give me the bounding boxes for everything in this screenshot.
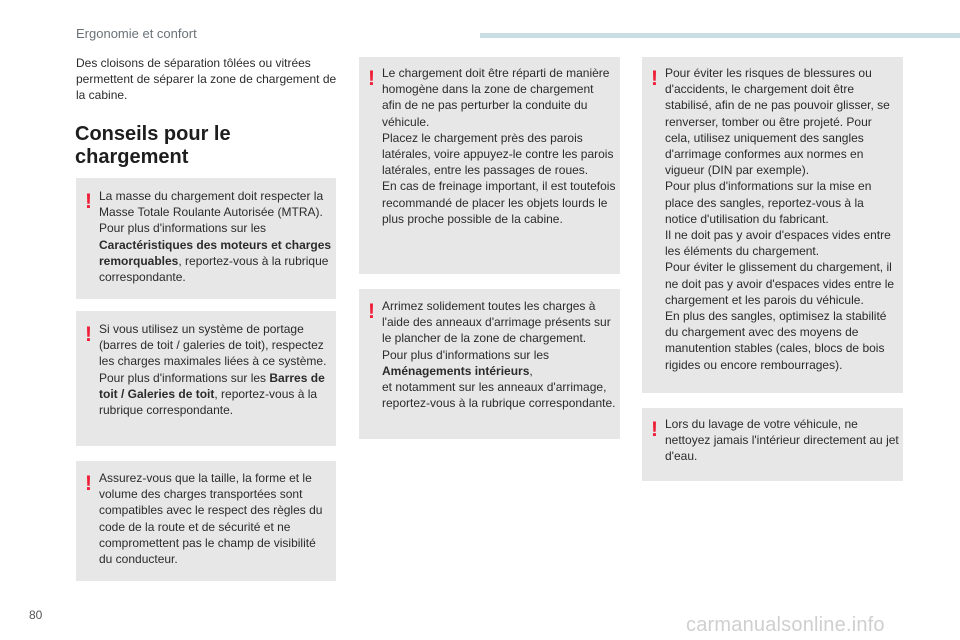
warning-text: Placez le chargement près des parois latérales, voire appuyez-le contre les parois latérales, entre les passages de roues. — [382, 130, 614, 178]
warning-text: Pour plus d'informations sur les Aménagements intérieurs, — [382, 347, 550, 378]
warning-text: Il ne doit pas y avoir d'espaces vides entre les éléments du chargement. — [665, 228, 891, 259]
warning-text: Si vous utilisez un système de portage (barres de toit / galeries de toit), respectez les charges maximales liées à ce système. — [99, 322, 327, 369]
warning-text: Assurez-vous que la taille, la forme et le volume des charges transportées sont compatibles avec le respect des règles du code de la route et de sécurité et ne compromettent pas le champ de visibilité du conducteur. — [99, 471, 323, 567]
warning-text: Pour éviter les risques de blessures ou d'accidents, le chargement doit être stabilisé, afin de ne pas pouvoir glisser, se renverser, tomber ou être projeté. Pour cela, utilisez uniquement des sangles d'arrimage conformes aux normes en vigueur (DIN par exemple). — [665, 66, 890, 178]
warning-box-distribution — [359, 57, 620, 274]
warning-text: Le chargement doit être réparti de manière homogène dans la zone de chargement afin de ne pas perturber la conduite du véhicule. — [382, 66, 610, 129]
warning-icon: ! — [85, 190, 92, 213]
warning-text: et notamment sur les anneaux d'arrimage, reportez-vous à la rubrique correspondante. — [382, 380, 616, 411]
header-accent-bar — [480, 33, 960, 38]
section-title: Ergonomie et confort — [76, 26, 197, 41]
warning-icon: ! — [368, 67, 375, 90]
warning-text: En cas de freinage important, il est toutefois recommandé de placer les objets lourds le plus proche possible de la cabine. — [382, 179, 616, 226]
warning-box-mass — [76, 178, 336, 299]
warning-text: Pour plus d'informations sur la mise en place des sangles, reportez-vous à la notice d'utilisation du fabricant. — [665, 179, 872, 226]
warning-box-visibility — [76, 461, 336, 581]
warning-text: En plus des sangles, optimisez la stabilité du chargement avec des moyens de manutention stables (cales, blocs de bois rigides ou encore rembourrages). — [665, 309, 887, 372]
warning-box-washing — [642, 408, 903, 481]
section-heading: Conseils pour le chargement — [75, 123, 231, 168]
warning-text: Lors du lavage de votre véhicule, ne nettoyez jamais l'intérieur directement au jet d'eau. — [665, 417, 899, 464]
page-number: 80 — [29, 608, 43, 622]
warning-box-straps — [642, 57, 903, 393]
warning-icon: ! — [85, 472, 92, 495]
intro-paragraph: Des cloisons de séparation tôlées ou vitrées permettent de séparer la zone de chargement de la cabine. — [76, 56, 337, 102]
warning-box-roof-rack — [76, 311, 336, 446]
warning-icon: ! — [651, 418, 658, 441]
warning-box-anchoring — [359, 289, 620, 439]
warning-icon: ! — [368, 300, 375, 323]
warning-icon: ! — [85, 323, 92, 346]
warning-text: Pour éviter le glissement du chargement, il ne doit pas y avoir d'espaces vides entre le chargement et les parois du véhicule. — [665, 260, 895, 307]
warning-text: Arrimez solidement toutes les charges à l'aide des anneaux d'arrimage présents sur le plancher de la zone de chargement. — [382, 299, 611, 346]
warning-text: Pour plus d'informations sur les Barres de toit / Galeries de toit, reportez-vous à la rubrique correspondante. — [99, 370, 325, 418]
warning-icon: ! — [651, 67, 658, 90]
warning-text: La masse du chargement doit respecter la Masse Totale Roulante Autorisée (MTRA). Pour plus d'informations sur les Caractéristiques des moteurs et charges remorquables, reportez-vous à la rubrique correspondante. — [99, 189, 332, 285]
watermark: carmanualsonline.info — [686, 614, 885, 636]
